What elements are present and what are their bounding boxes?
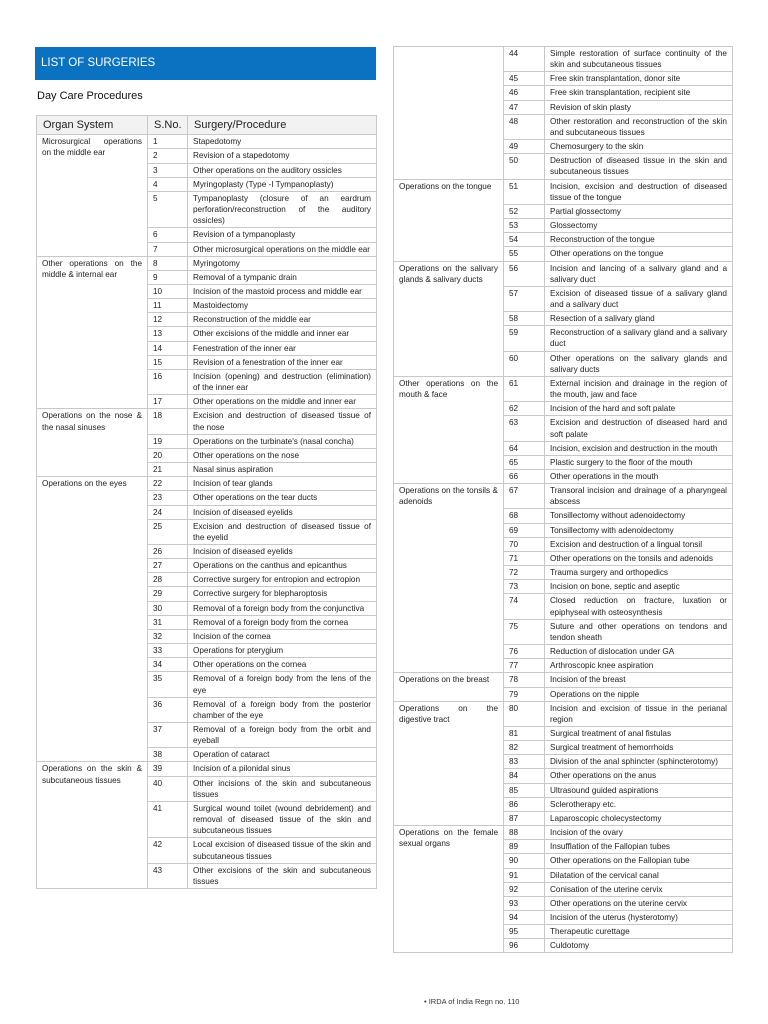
procedure-cell: Nasal sinus aspiration [188, 463, 377, 477]
procedure-cell: Incision of the breast [545, 673, 733, 687]
organ-system-cell [394, 47, 504, 180]
procedure-cell: Dilatation of the cervical canal [545, 868, 733, 882]
serial-number-cell: 81 [504, 726, 545, 740]
table-row [394, 701, 733, 726]
serial-number-cell: 51 [504, 179, 545, 204]
procedure-cell: Incision of diseased eyelids [188, 505, 377, 519]
table-row [394, 484, 733, 509]
serial-number-cell: 74 [504, 594, 545, 619]
serial-number-cell: 92 [504, 882, 545, 896]
table-row [394, 826, 733, 840]
serial-number-cell: 25 [148, 519, 188, 544]
procedure-cell: Revision of a fenestration of the inner ear [188, 355, 377, 369]
procedure-cell: Operations for pterygium [188, 644, 377, 658]
procedure-cell: Surgical treatment of anal fistulas [545, 726, 733, 740]
serial-number-cell: 43 [148, 863, 188, 888]
serial-number-cell: 84 [504, 769, 545, 783]
serial-number-cell: 87 [504, 811, 545, 825]
procedure-cell: Excision and destruction of diseased tissue of the eyelid [188, 519, 377, 544]
procedure-cell: Chemosurgery to the skin [545, 140, 733, 154]
serial-number-cell: 89 [504, 840, 545, 854]
procedure-cell: Removal of a foreign body from the lens of the eye [188, 672, 377, 697]
serial-number-cell: 93 [504, 896, 545, 910]
serial-number-cell: 53 [504, 219, 545, 233]
serial-number-cell: 1 [148, 135, 188, 149]
procedure-cell: Other operations on the middle and inner ear [188, 395, 377, 409]
serial-number-cell: 48 [504, 114, 545, 139]
serial-number-cell: 40 [148, 776, 188, 801]
serial-number-cell: 14 [148, 341, 188, 355]
serial-number-cell: 38 [148, 748, 188, 762]
procedure-cell: Reconstruction of a salivary gland and a salivary duct [545, 326, 733, 351]
procedure-cell: Incision of the ovary [545, 826, 733, 840]
procedure-cell: Transoral incision and drainage of a pharyngeal abscess [545, 484, 733, 509]
table-row [394, 376, 733, 401]
serial-number-cell: 59 [504, 326, 545, 351]
serial-number-cell: 70 [504, 537, 545, 551]
serial-number-cell: 2 [148, 149, 188, 163]
procedure-cell: Removal of a foreign body from the cornea [188, 615, 377, 629]
serial-number-cell: 88 [504, 826, 545, 840]
table-row [394, 261, 733, 286]
procedure-cell: Excision and destruction of diseased tissue of the nose [188, 409, 377, 434]
procedure-cell: Excision and destruction of diseased hard and soft palate [545, 416, 733, 441]
procedure-cell: Other operations on the tear ducts [188, 491, 377, 505]
procedure-cell: Tympanoplasty (closure of an eardrum perforation/reconstruction of the auditory ossicles) [188, 191, 377, 227]
section-banner: LIST OF SURGERIES [35, 47, 376, 80]
serial-number-cell: 17 [148, 395, 188, 409]
table-row [37, 762, 377, 776]
procedure-cell: Plastic surgery to the floor of the mouth [545, 455, 733, 469]
procedure-cell: Other incisions of the skin and subcutaneous tissues [188, 776, 377, 801]
procedure-cell: Incision of the mastoid process and middle ear [188, 285, 377, 299]
serial-number-cell: 72 [504, 566, 545, 580]
procedure-cell: Other operations on the nose [188, 448, 377, 462]
procedure-cell: Incision of a pilonidal sinus [188, 762, 377, 776]
procedure-cell: Revision of a stapedotomy [188, 149, 377, 163]
procedure-cell: Removal of a foreign body from the posterior chamber of the eye [188, 697, 377, 722]
procedure-cell: Fenestration of the inner ear [188, 341, 377, 355]
serial-number-cell: 73 [504, 580, 545, 594]
serial-number-cell: 7 [148, 242, 188, 256]
serial-number-cell: 68 [504, 509, 545, 523]
serial-number-cell: 8 [148, 256, 188, 270]
organ-system-cell: Operations on the nose & the nasal sinuses [37, 409, 148, 477]
procedure-cell: Laparoscopic cholecystectomy [545, 811, 733, 825]
serial-number-cell: 18 [148, 409, 188, 434]
serial-number-cell: 62 [504, 402, 545, 416]
procedure-cell: Stapedotomy [188, 135, 377, 149]
procedure-cell: Incision of diseased eyelids [188, 544, 377, 558]
procedure-cell: Revision of a tympanoplasty [188, 228, 377, 242]
procedure-cell: Removal of a foreign body from the orbit and eyeball [188, 723, 377, 748]
serial-number-cell: 15 [148, 355, 188, 369]
procedure-cell: External incision and drainage in the region of the mouth, jaw and face [545, 376, 733, 401]
serial-number-cell: 21 [148, 463, 188, 477]
serial-number-cell: 66 [504, 470, 545, 484]
col-sno: S.No. [148, 116, 188, 135]
procedure-cell: Other excisions of the skin and subcutaneous tissues [188, 863, 377, 888]
procedure-cell: Myringotomy [188, 256, 377, 270]
procedure-cell: Destruction of diseased tissue in the skin and subcutaneous tissues [545, 154, 733, 179]
procedure-cell: Other operations on the anus [545, 769, 733, 783]
procedure-cell: Other excisions of the middle and inner ear [188, 327, 377, 341]
procedure-cell: Other operations on the cornea [188, 658, 377, 672]
serial-number-cell: 37 [148, 723, 188, 748]
table-body-left [37, 135, 377, 889]
procedure-cell: Incision, excision and destruction of diseased tissue of the tongue [545, 179, 733, 204]
procedure-cell: Incision and lancing of a salivary gland and a salivary duct [545, 261, 733, 286]
procedure-cell: Corrective surgery for entropion and ectropion [188, 573, 377, 587]
serial-number-cell: 27 [148, 559, 188, 573]
procedure-cell: Other microsurgical operations on the middle ear [188, 242, 377, 256]
procedure-cell: Suture and other operations on tendons and tendon sheath [545, 619, 733, 644]
procedure-cell: Closed reduction on fracture, luxation or epiphyseal with osteosynthesis [545, 594, 733, 619]
section-subtitle: Day Care Procedures [37, 90, 143, 102]
serial-number-cell: 56 [504, 261, 545, 286]
organ-system-cell: Operations on the skin & subcutaneous tissues [37, 762, 148, 889]
footer-note: • IRDA of India Regn no. 110 [424, 997, 520, 1006]
organ-system-cell: Operations on the tongue [394, 179, 504, 261]
procedure-cell: Other operations on the tongue [545, 247, 733, 261]
table-row [394, 179, 733, 204]
serial-number-cell: 86 [504, 797, 545, 811]
procedure-cell: Incision of the uterus (hysterotomy) [545, 911, 733, 925]
procedure-cell: Partial glossectomy [545, 204, 733, 218]
procedure-cell: Other operations on the tonsils and adenoids [545, 551, 733, 565]
procedure-cell: Removal of a tympanic drain [188, 270, 377, 284]
serial-number-cell: 13 [148, 327, 188, 341]
procedure-cell: Revision of skin plasty [545, 100, 733, 114]
procedure-cell: Other operations on the Fallopian tube [545, 854, 733, 868]
serial-number-cell: 83 [504, 755, 545, 769]
serial-number-cell: 23 [148, 491, 188, 505]
serial-number-cell: 65 [504, 455, 545, 469]
procedure-cell: Excision of diseased tissue of a salivary gland and a salivary duct [545, 286, 733, 311]
procedure-cell: Operations on the nipple [545, 687, 733, 701]
serial-number-cell: 80 [504, 701, 545, 726]
procedure-cell: Incision, excision and destruction in the mouth [545, 441, 733, 455]
procedure-cell: Operation of cataract [188, 748, 377, 762]
procedure-cell: Local excision of diseased tissue of the skin and subcutaneous tissues [188, 838, 377, 863]
serial-number-cell: 24 [148, 505, 188, 519]
serial-number-cell: 52 [504, 204, 545, 218]
serial-number-cell: 46 [504, 86, 545, 100]
procedure-cell: Incision on bone, septic and aseptic [545, 580, 733, 594]
procedure-cell: Operations on the turbinate's (nasal concha) [188, 434, 377, 448]
serial-number-cell: 11 [148, 299, 188, 313]
serial-number-cell: 64 [504, 441, 545, 455]
serial-number-cell: 63 [504, 416, 545, 441]
procedure-cell: Resection of a salivary gland [545, 312, 733, 326]
procedure-cell: Other operations on the auditory ossicles [188, 163, 377, 177]
serial-number-cell: 57 [504, 286, 545, 311]
serial-number-cell: 90 [504, 854, 545, 868]
serial-number-cell: 96 [504, 939, 545, 953]
table-row [37, 409, 377, 434]
procedure-cell: Myringoplasty (Type -I Tympanoplasty) [188, 177, 377, 191]
serial-number-cell: 94 [504, 911, 545, 925]
serial-number-cell: 82 [504, 741, 545, 755]
procedure-cell: Ultrasound guided aspirations [545, 783, 733, 797]
serial-number-cell: 30 [148, 601, 188, 615]
table-header-row [37, 116, 377, 135]
procedure-cell: Glossectomy [545, 219, 733, 233]
serial-number-cell: 28 [148, 573, 188, 587]
procedure-cell: Reconstruction of the tongue [545, 233, 733, 247]
serial-number-cell: 95 [504, 925, 545, 939]
serial-number-cell: 67 [504, 484, 545, 509]
procedure-cell: Culdotomy [545, 939, 733, 953]
serial-number-cell: 85 [504, 783, 545, 797]
table-row [394, 673, 733, 687]
procedure-cell: Tonsillectomy with adenoidectomy [545, 523, 733, 537]
serial-number-cell: 61 [504, 376, 545, 401]
procedure-cell: Therapeutic curettage [545, 925, 733, 939]
serial-number-cell: 31 [148, 615, 188, 629]
procedure-cell: Division of the anal sphincter (sphincterotomy) [545, 755, 733, 769]
procedure-cell: Arthroscopic knee aspiration [545, 659, 733, 673]
procedure-cell: Corrective surgery for blepharoptosis [188, 587, 377, 601]
procedure-cell: Incision (opening) and destruction (elimination) of the inner ear [188, 369, 377, 394]
serial-number-cell: 41 [148, 801, 188, 837]
organ-system-cell: Operations on the digestive tract [394, 701, 504, 825]
serial-number-cell: 9 [148, 270, 188, 284]
procedure-cell: Removal of a foreign body from the conjunctiva [188, 601, 377, 615]
serial-number-cell: 22 [148, 477, 188, 491]
procedure-cell: Operations on the canthus and epicanthus [188, 559, 377, 573]
serial-number-cell: 29 [148, 587, 188, 601]
procedure-cell: Tonsillectomy without adenoidectomy [545, 509, 733, 523]
serial-number-cell: 4 [148, 177, 188, 191]
serial-number-cell: 44 [504, 47, 545, 72]
organ-system-cell: Operations on the female sexual organs [394, 826, 504, 953]
procedure-cell: Surgical treatment of hemorrhoids [545, 741, 733, 755]
serial-number-cell: 42 [148, 838, 188, 863]
serial-number-cell: 50 [504, 154, 545, 179]
col-organ-system: Organ System [37, 116, 148, 135]
serial-number-cell: 32 [148, 629, 188, 643]
table-row [37, 256, 377, 270]
serial-number-cell: 91 [504, 868, 545, 882]
procedure-cell: Incision and excision of tissue in the perianal region [545, 701, 733, 726]
serial-number-cell: 35 [148, 672, 188, 697]
serial-number-cell: 69 [504, 523, 545, 537]
procedure-cell: Insufflation of the Fallopian tubes [545, 840, 733, 854]
serial-number-cell: 76 [504, 645, 545, 659]
procedure-cell: Other restoration and reconstruction of the skin and subcutaneous tissues [545, 114, 733, 139]
serial-number-cell: 55 [504, 247, 545, 261]
procedure-cell: Surgical wound toilet (wound debridement) and removal of diseased tissue of the skin and subcutaneous tissues [188, 801, 377, 837]
procedure-cell: Free skin transplantation, donor site [545, 72, 733, 86]
table-row [37, 477, 377, 491]
serial-number-cell: 54 [504, 233, 545, 247]
surgery-table-right [393, 46, 733, 953]
procedure-cell: Other operations on the salivary glands and salivary ducts [545, 351, 733, 376]
organ-system-cell: Operations on the salivary glands & salivary ducts [394, 261, 504, 376]
serial-number-cell: 39 [148, 762, 188, 776]
serial-number-cell: 58 [504, 312, 545, 326]
serial-number-cell: 10 [148, 285, 188, 299]
serial-number-cell: 16 [148, 369, 188, 394]
table-row [37, 135, 377, 149]
table-body-right [394, 47, 733, 953]
procedure-cell: Incision of the hard and soft palate [545, 402, 733, 416]
organ-system-cell: Other operations on the middle & internal ear [37, 256, 148, 409]
procedure-cell: Sclerotherapy etc. [545, 797, 733, 811]
procedure-cell: Simple restoration of surface continuity of the skin and subcutaneous tissues [545, 47, 733, 72]
procedure-cell: Mastoidectomy [188, 299, 377, 313]
procedure-cell: Trauma surgery and orthopedics [545, 566, 733, 580]
serial-number-cell: 12 [148, 313, 188, 327]
serial-number-cell: 33 [148, 644, 188, 658]
serial-number-cell: 75 [504, 619, 545, 644]
procedure-cell: Free skin transplantation, recipient site [545, 86, 733, 100]
serial-number-cell: 19 [148, 434, 188, 448]
serial-number-cell: 34 [148, 658, 188, 672]
serial-number-cell: 60 [504, 351, 545, 376]
serial-number-cell: 47 [504, 100, 545, 114]
procedure-cell: Reconstruction of the middle ear [188, 313, 377, 327]
serial-number-cell: 78 [504, 673, 545, 687]
organ-system-cell: Operations on the tonsils & adenoids [394, 484, 504, 673]
table-row [394, 47, 733, 72]
procedure-cell: Other operations in the mouth [545, 470, 733, 484]
organ-system-cell: Microsurgical operations on the middle ear [37, 135, 148, 256]
serial-number-cell: 45 [504, 72, 545, 86]
procedure-cell: Reduction of dislocation under GA [545, 645, 733, 659]
organ-system-cell: Other operations on the mouth & face [394, 376, 504, 483]
serial-number-cell: 79 [504, 687, 545, 701]
serial-number-cell: 26 [148, 544, 188, 558]
serial-number-cell: 20 [148, 448, 188, 462]
serial-number-cell: 49 [504, 140, 545, 154]
surgery-table-left [36, 115, 377, 889]
col-procedure: Surgery/Procedure [188, 116, 377, 135]
serial-number-cell: 3 [148, 163, 188, 177]
organ-system-cell: Operations on the breast [394, 673, 504, 701]
serial-number-cell: 5 [148, 191, 188, 227]
procedure-cell: Incision of tear glands [188, 477, 377, 491]
procedure-cell: Other operations on the uterine cervix [545, 896, 733, 910]
procedure-cell: Incision of the cornea [188, 629, 377, 643]
serial-number-cell: 77 [504, 659, 545, 673]
procedure-cell: Conisation of the uterine cervix [545, 882, 733, 896]
serial-number-cell: 71 [504, 551, 545, 565]
serial-number-cell: 36 [148, 697, 188, 722]
procedure-cell: Excision and destruction of a lingual tonsil [545, 537, 733, 551]
organ-system-cell: Operations on the eyes [37, 477, 148, 762]
serial-number-cell: 6 [148, 228, 188, 242]
